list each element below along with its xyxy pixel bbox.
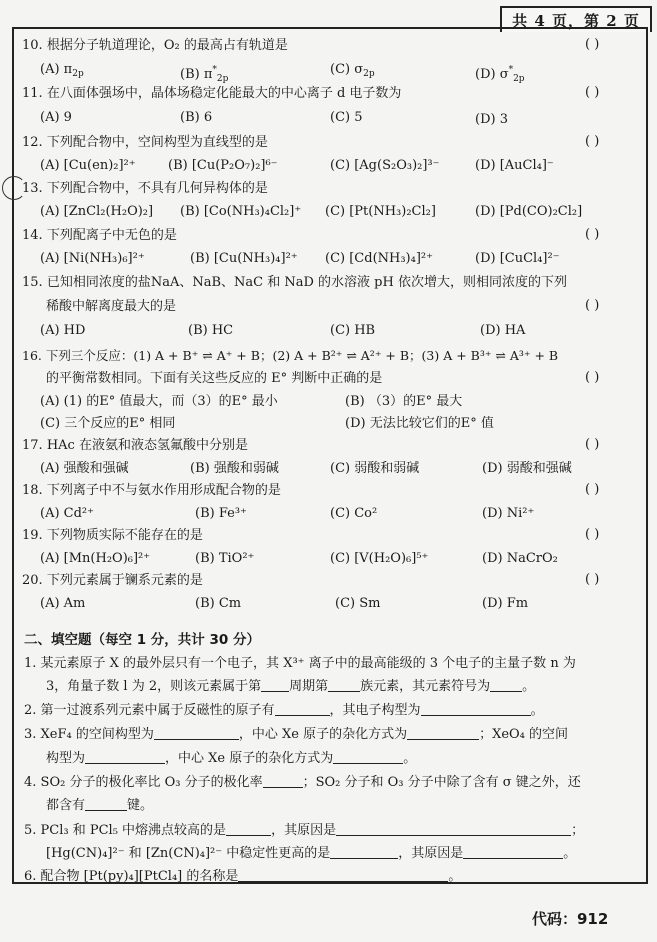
option-c: (C) Sm: [335, 596, 381, 611]
blank-field[interactable]: [333, 751, 403, 764]
fill-1: 1. 某元素原子 X 的最外层只有一个电子，其 X³⁺ 离子中的最高能级的 3 个电子的主量子数 n 为: [24, 656, 576, 671]
question-16-cont: 的平衡常数相同。下面有关这些反应的 E° 判断中正确的是: [46, 371, 383, 386]
option-d: (D) $\sigma^*_{2p}$: [475, 65, 525, 84]
question-17: 17. HAc 在液氨和液态氢氟酸中分别是: [22, 438, 248, 453]
blank-field[interactable]: [330, 846, 398, 859]
option-b: (B) Fe³⁺: [195, 506, 247, 521]
question-18: 18. 下列离子中不与氨水作用形成配合物的是: [22, 483, 281, 498]
option-c: (C) 5: [330, 110, 363, 125]
option-a: (A) $\pi_{2p}$: [40, 62, 84, 79]
blank-field[interactable]: [85, 751, 165, 764]
option-b: (B) $\pi^*_{2p}$: [180, 65, 229, 84]
option-b: (B) TiO²⁺: [195, 551, 255, 566]
section-heading: 二、填空题（每空 1 分，共计 30 分）: [24, 632, 260, 648]
option-b: (B) [Co(NH₃)₄Cl₂]⁺: [180, 204, 302, 219]
question-14: 14. 下列配离子中无色的是: [22, 228, 177, 243]
answer-paren: ( ): [585, 572, 600, 587]
option-a: (A) [Ni(NH₃)₆]²⁺: [40, 251, 145, 266]
page-info-text: 共 4 页，第 2 页: [512, 11, 640, 30]
fill-2: 2. 第一过渡系列元素中属于反磁性的原子有 ，其电子构型为 。: [24, 703, 544, 718]
fill-3: 3. XeF₄ 的空间构型为 ，中心 Xe 原子的杂化方式为 ；XeO₄ 的空间: [24, 727, 569, 742]
blank-field[interactable]: [463, 846, 563, 859]
fill-4: 4. SO₂ 分子的极化率比 O₃ 分子的极化率 ；SO₂ 分子和 O₃ 分子中除了含有 σ 键之外，还: [24, 775, 581, 790]
option-a: (A) Am: [40, 596, 86, 611]
option-d: (D) 弱酸和强碱: [482, 461, 572, 476]
blank-field[interactable]: [490, 679, 522, 692]
question-13: 13. 下列配合物中，不具有几何异构体的是: [22, 181, 268, 196]
option-c: (C) 三个反应的E° 相同: [40, 416, 176, 431]
option-d: (D) [CuCl₄]²⁻: [475, 251, 560, 266]
fill-5: 5. PCl₃ 和 PCl₅ 中熔沸点较高的是 ，其原因是 ；: [24, 823, 585, 838]
fill-5-cont: [Hg(CN)₄]²⁻ 和 [Zn(CN)₄]²⁻ 中稳定性更高的是 ，其原因是 。: [46, 846, 577, 861]
option-b: (B) 6: [180, 110, 213, 125]
option-d: (D) HA: [480, 323, 526, 338]
option-d: (D) [AuCl₄]⁻: [475, 158, 554, 173]
blank-field[interactable]: [275, 703, 330, 716]
blank-field[interactable]: [336, 823, 571, 836]
question-15-cont: 稀酸中解离度最大的是: [46, 299, 177, 314]
fill-1-cont: 3，角量子数 l 为 2，则该元素属于第 周期第 族元素，其元素符号为 。: [46, 679, 536, 694]
option-a: (A) 强酸和强碱: [40, 461, 129, 476]
option-d: (D) Ni²⁺: [482, 506, 535, 521]
blank-field[interactable]: [263, 775, 303, 788]
answer-paren: ( ): [585, 134, 600, 149]
option-a: (A) HD: [40, 323, 86, 338]
option-b: (B) HC: [188, 323, 234, 338]
option-c: (C) [Pt(NH₃)₂Cl₂]: [325, 204, 436, 219]
question-16: 16. 下列三个反应：(1) A + B⁺ ⇌ A⁺ + B；(2) A + B²⁺ ⇌ A²⁺ + B；(3) A + B³⁺ ⇌ A³⁺ + B: [22, 348, 559, 363]
blank-field[interactable]: [238, 869, 448, 882]
blank-field[interactable]: [226, 823, 271, 836]
option-d: (D) 3: [475, 112, 508, 127]
fill-3-cont: 构型为 ，中心 Xe 原子的杂化方式为 。: [46, 751, 417, 766]
option-a: (A) [Cu(en)₂]²⁺: [40, 158, 136, 173]
option-d: (D) 无法比较它们的E° 值: [345, 416, 494, 431]
option-a: (A) [ZnCl₂(H₂O)₂]: [40, 204, 154, 219]
answer-paren: ( ): [585, 437, 600, 452]
blank-field[interactable]: [421, 703, 531, 716]
fill-4-cont: 都含有 键。: [46, 798, 154, 813]
blank-field[interactable]: [407, 727, 479, 740]
answer-paren: ( ): [585, 482, 600, 497]
option-d: (D) Fm: [482, 596, 529, 611]
answer-paren: ( ): [585, 85, 600, 100]
question-11: 11. 在八面体强场中，晶体场稳定化能最大的中心离子 d 电子数为: [22, 86, 402, 101]
fill-6: 6. 配合物 [Pt(py)₄][PtCl₄] 的名称是 。: [24, 869, 462, 884]
question-20: 20. 下列元素属于镧系元素的是: [22, 573, 203, 588]
option-c: (C) [V(H₂O)₆]⁵⁺: [330, 551, 429, 566]
option-b: (B) [Cu(P₂O₇)₂]⁶⁻: [168, 158, 278, 173]
option-c: (C) $\sigma_{2p}$: [330, 62, 375, 79]
option-a: (A) (1) 的E° 值最大，而（3）的E° 最小: [40, 394, 278, 409]
question-15: 15. 已知相同浓度的盐NaA、NaB、NaC 和 NaD 的水溶液 pH 依次增大，则相同浓度的下列: [22, 275, 567, 290]
option-b: (B) [Cu(NH₃)₄]²⁺: [190, 251, 298, 266]
option-c: (C) [Ag(S₂O₃)₂]³⁻: [330, 158, 440, 173]
option-a: (A) [Mn(H₂O)₆]²⁺: [40, 551, 151, 566]
answer-paren: ( ): [585, 527, 600, 542]
answer-paren: ( ): [585, 298, 600, 313]
option-c: (C) HB: [330, 323, 376, 338]
option-c: (C) [Cd(NH₃)₄]²⁺: [325, 251, 433, 266]
option-d: (D) [Pd(CO)₂Cl₂]: [475, 204, 583, 219]
option-b: (B) 强酸和弱碱: [190, 461, 279, 476]
option-b: (B) Cm: [195, 596, 242, 611]
blank-field[interactable]: [85, 798, 127, 811]
option-a: (A) 9: [40, 110, 72, 125]
option-d: (D) NaCrO₂: [482, 551, 558, 566]
option-a: (A) Cd²⁺: [40, 506, 95, 521]
blank-field[interactable]: [328, 679, 360, 692]
question-12: 12. 下列配合物中，空间构型为直线型的是: [22, 135, 268, 150]
answer-paren: ( ): [585, 370, 600, 385]
blank-field[interactable]: [261, 679, 289, 692]
answer-paren: ( ): [585, 37, 600, 52]
question-10: 10. 根据分子轨道理论，O₂ 的最高占有轨道是: [22, 38, 288, 53]
question-19: 19. 下列物质实际不能存在的是: [22, 528, 203, 543]
option-c: (C) Co²: [330, 506, 378, 521]
answer-paren: ( ): [585, 227, 600, 242]
option-c: (C) 弱酸和弱碱: [330, 461, 420, 476]
blank-field[interactable]: [154, 727, 239, 740]
option-b: (B) （3）的E° 最大: [345, 394, 463, 409]
exam-code: 代码：912: [532, 910, 609, 928]
